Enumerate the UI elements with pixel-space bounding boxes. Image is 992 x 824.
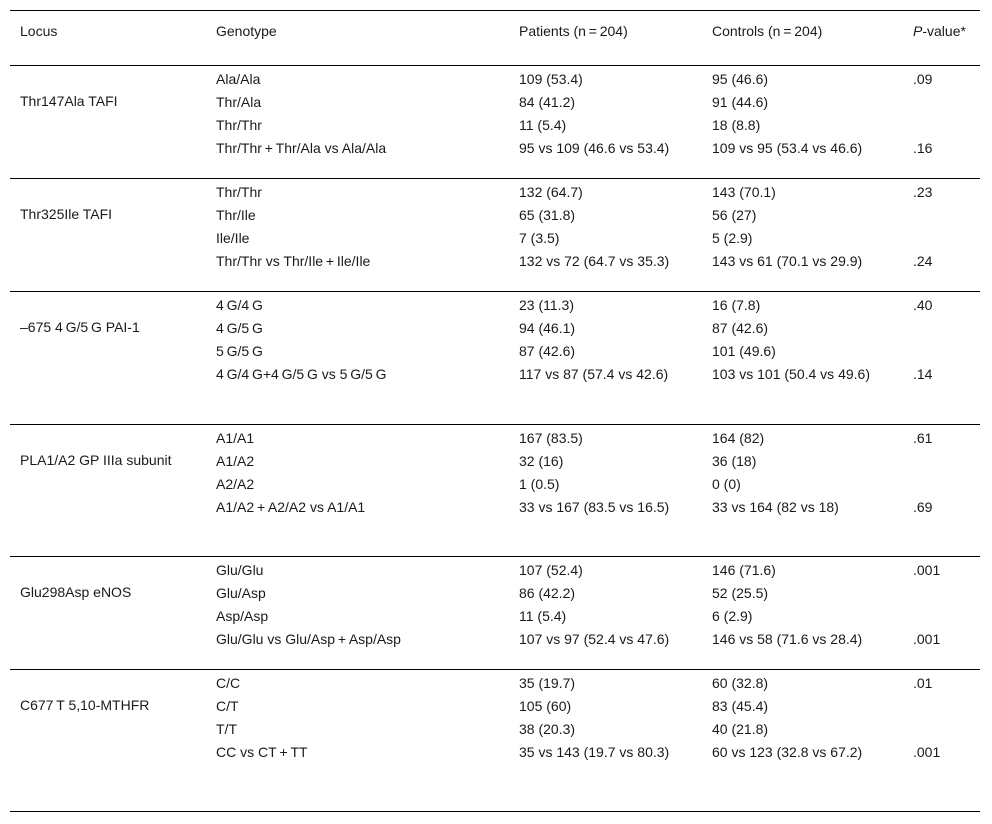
- controls-cell: 146 (71.6): [712, 562, 776, 578]
- locus-label: C677 T 5,10-MTHFR: [20, 697, 150, 713]
- genotype-cell: CC vs CT + TT: [216, 744, 308, 760]
- pvalue-cell: .001: [913, 631, 941, 647]
- controls-cell: 60 vs 123 (32.8 vs 67.2): [712, 744, 863, 760]
- patients-cell: 107 (52.4): [519, 562, 583, 578]
- controls-cell: 18 (8.8): [712, 117, 761, 133]
- locus-label: Thr147Ala TAFI: [20, 93, 118, 109]
- controls-cell: 95 (46.6): [712, 71, 769, 87]
- genotype-cell: Ala/Ala: [216, 71, 261, 87]
- locus-label: Glu298Asp eNOS: [20, 584, 132, 600]
- pvalue-cell: .16: [913, 140, 933, 156]
- patients-cell: 167 (83.5): [519, 430, 583, 446]
- group-divider: [10, 669, 980, 670]
- patients-cell: 1 (0.5): [519, 476, 560, 492]
- controls-cell: 16 (7.8): [712, 297, 761, 313]
- genotype-cell: Thr/Thr: [216, 117, 262, 133]
- patients-cell: 87 (42.6): [519, 343, 576, 359]
- patients-cell: 23 (11.3): [519, 297, 574, 313]
- pvalue-cell: .14: [913, 366, 933, 382]
- controls-cell: 143 (70.1): [712, 184, 776, 200]
- genotype-cell: Thr/Thr vs Thr/Ile + Ile/Ile: [216, 253, 371, 269]
- genotype-table: [10, 10, 980, 812]
- patients-cell: 38 (20.3): [519, 721, 576, 737]
- controls-cell: 91 (44.6): [712, 94, 769, 110]
- patients-cell: 105 (60): [519, 698, 572, 714]
- controls-cell: 103 vs 101 (50.4 vs 49.6): [712, 366, 870, 382]
- group-divider: [10, 178, 980, 179]
- genotype-cell: A1/A1: [216, 430, 255, 446]
- patients-cell: 107 vs 97 (52.4 vs 47.6): [519, 631, 670, 647]
- controls-cell: 40 (21.8): [712, 721, 769, 737]
- pvalue-cell: .23: [913, 184, 933, 200]
- genotype-cell: Thr/Ala: [216, 94, 262, 110]
- patients-cell: 35 vs 143 (19.7 vs 80.3): [519, 744, 670, 760]
- genotype-cell: C/T: [216, 698, 239, 714]
- controls-cell: 56 (27): [712, 207, 757, 223]
- patients-cell: 132 (64.7): [519, 184, 583, 200]
- patients-cell: 86 (42.2): [519, 585, 576, 601]
- genotype-cell: 4 G/4 G+4 G/5 G vs 5 G/5 G: [216, 366, 387, 382]
- group-divider: [10, 291, 980, 292]
- controls-cell: 36 (18): [712, 453, 757, 469]
- header-controls: Controls (n = 204): [712, 23, 823, 39]
- header-pvalue: [913, 21, 973, 41]
- patients-cell: 7 (3.5): [519, 230, 560, 246]
- genotype-cell: Thr/Ile: [216, 207, 256, 223]
- genotype-cell: Asp/Asp: [216, 608, 269, 624]
- controls-cell: 5 (2.9): [712, 230, 753, 246]
- patients-cell: 95 vs 109 (46.6 vs 53.4): [519, 140, 670, 156]
- controls-cell: 146 vs 58 (71.6 vs 28.4): [712, 631, 863, 647]
- header-pvalue-rest: -value*: [922, 23, 966, 39]
- patients-cell: 84 (41.2): [519, 94, 576, 110]
- pvalue-cell: .001: [913, 744, 941, 760]
- controls-cell: 87 (42.6): [712, 320, 769, 336]
- group-divider: [10, 556, 980, 557]
- pvalue-cell: .24: [913, 253, 933, 269]
- pvalue-cell: .61: [913, 430, 933, 446]
- controls-cell: 6 (2.9): [712, 608, 753, 624]
- patients-cell: 109 (53.4): [519, 71, 583, 87]
- patients-cell: 117 vs 87 (57.4 vs 42.6): [519, 366, 669, 382]
- genotype-cell: A2/A2: [216, 476, 255, 492]
- controls-cell: 60 (32.8): [712, 675, 769, 691]
- header-patients: Patients (n = 204): [519, 23, 628, 39]
- patients-cell: 65 (31.8): [519, 207, 576, 223]
- genotype-cell: Glu/Glu vs Glu/Asp + Asp/Asp: [216, 631, 401, 647]
- pvalue-cell: .40: [913, 297, 933, 313]
- pvalue-cell: .001: [913, 562, 941, 578]
- pvalue-cell: .69: [913, 499, 933, 515]
- header-genotype: Genotype: [216, 23, 277, 39]
- patients-cell: 132 vs 72 (64.7 vs 35.3): [519, 253, 670, 269]
- controls-cell: 101 (49.6): [712, 343, 776, 359]
- locus-label: –675 4 G/5 G PAI-1: [20, 319, 140, 335]
- controls-cell: 83 (45.4): [712, 698, 769, 714]
- genotype-cell: A1/A2: [216, 453, 255, 469]
- genotype-cell: Thr/Thr + Thr/Ala vs Ala/Ala: [216, 140, 387, 156]
- controls-cell: 143 vs 61 (70.1 vs 29.9): [712, 253, 863, 269]
- patients-cell: 35 (19.7): [519, 675, 576, 691]
- genotype-cell: A1/A2 + A2/A2 vs A1/A1: [216, 499, 366, 515]
- controls-cell: 164 (82): [712, 430, 765, 446]
- genotype-cell: Ile/Ile: [216, 230, 250, 246]
- patients-cell: 94 (46.1): [519, 320, 576, 336]
- patients-cell: 11 (5.4): [519, 117, 567, 133]
- pvalue-cell: .09: [913, 71, 933, 87]
- locus-label: Thr325Ile TAFI: [20, 206, 113, 222]
- header-locus: Locus: [20, 23, 58, 39]
- patients-cell: 33 vs 167 (83.5 vs 16.5): [519, 499, 670, 515]
- pvalue-cell: .01: [913, 675, 933, 691]
- patients-cell: 32 (16): [519, 453, 564, 469]
- genotype-cell: Glu/Asp: [216, 585, 266, 601]
- genotype-cell: Glu/Glu: [216, 562, 264, 578]
- header-pvalue-italic: P: [913, 23, 923, 39]
- table-body: [10, 66, 980, 812]
- genotype-cell: C/C: [216, 675, 241, 691]
- patients-cell: 11 (5.4): [519, 608, 567, 624]
- controls-cell: 52 (25.5): [712, 585, 769, 601]
- genotype-cell: 5 G/5 G: [216, 343, 263, 359]
- genotype-cell: T/T: [216, 721, 237, 737]
- genotype-cell: 4 G/5 G: [216, 320, 263, 336]
- genotype-cell: 4 G/4 G: [216, 297, 263, 313]
- controls-cell: 0 (0): [712, 476, 741, 492]
- controls-cell: 33 vs 164 (82 vs 18): [712, 499, 839, 515]
- table-header: [10, 10, 980, 66]
- controls-cell: 109 vs 95 (53.4 vs 46.6): [712, 140, 863, 156]
- locus-label: PLA1/A2 GP IIIa subunit: [20, 452, 172, 468]
- genotype-cell: Thr/Thr: [216, 184, 262, 200]
- group-divider: [10, 424, 980, 425]
